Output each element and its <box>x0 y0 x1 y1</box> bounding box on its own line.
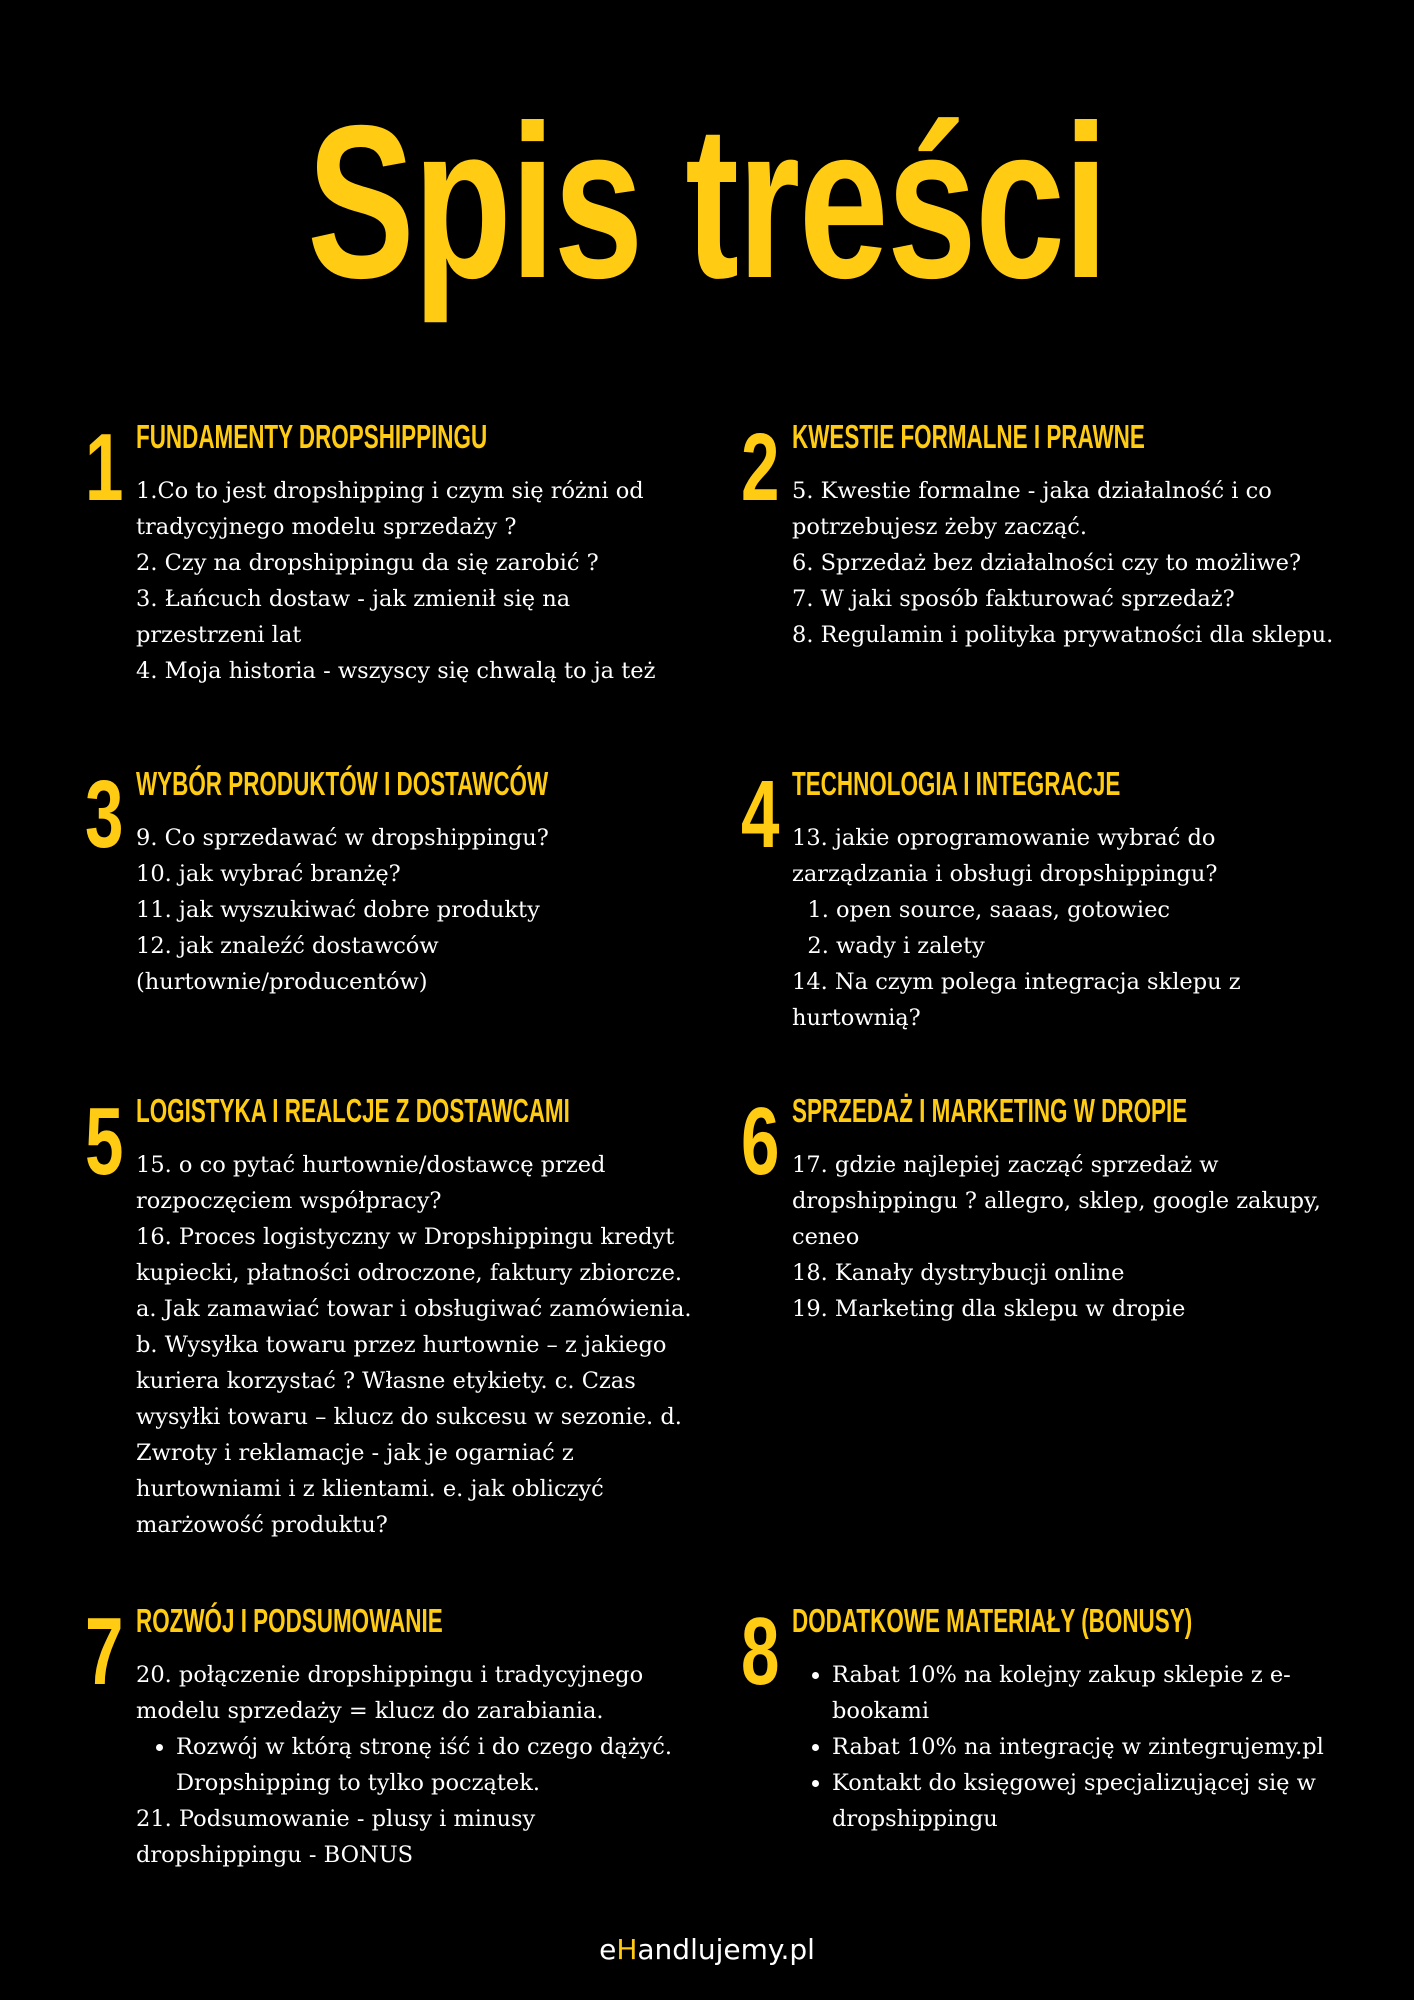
list-item: 3. Łańcuch dostaw - jak zmienił się na przestrzeni lat <box>136 586 571 648</box>
sublist-item: 2. wady i zalety <box>836 928 1352 964</box>
section-content <box>136 820 696 1000</box>
section-heading: DODATKOWE MATERIAŁY (BONUSY) <box>792 1602 1193 1639</box>
footer-brand-accent: H <box>616 1933 638 1966</box>
list-item: 17. gdzie najlepiej zacząć sprzedaż w dropshippingu ? allegro, sklep, google zakupy, ceneo <box>792 1152 1321 1250</box>
section-heading: LOGISTYKA I REALCJE Z DOSTAWCAMI <box>136 1092 570 1129</box>
section-content <box>792 473 1352 653</box>
section-number: 6 <box>741 1088 780 1195</box>
section-content <box>792 1147 1352 1327</box>
section-number: 5 <box>85 1088 124 1195</box>
section-number: 1 <box>85 414 124 521</box>
bullet-list <box>136 1729 696 1801</box>
footer-brand <box>0 1930 1414 1970</box>
section-number: 4 <box>741 761 780 868</box>
list-item: 7. W jaki sposób fakturować sprzedaż? <box>792 586 1235 612</box>
list-item: 15. o co pytać hurtownie/dostawcę przed rozpoczęciem współpracy? <box>136 1152 606 1214</box>
section-number: 2 <box>741 414 780 521</box>
list-item: 10. jak wybrać branżę? <box>136 861 401 887</box>
list-item: 16. Proces logistyczny w Dropshippingu kredyt kupiecki, płatności odroczone, faktury zbiorcze. a. Jak zamawiać towar i obsługiwać zamówienia. b. Wysyłka towaru przez hurtownie – z jakiego kuriera korzystać ? Własne etykiety. c. Czas wysyłki towaru – klucz do sukcesu w sezonie. d. Zwroty i reklamacje - jak je ogarniać z hurtowniami i z klientami. e. jak obliczyć marżowość produktu? <box>136 1224 692 1538</box>
section-content <box>792 1657 1352 1837</box>
list-item: 9. Co sprzedawać w dropshippingu? <box>136 825 549 851</box>
bullet-item: • Rabat 10% na integrację w zintegrujemy.pl <box>832 1729 1352 1765</box>
list-item: 2. Czy na dropshippingu da się zarobić ? <box>136 550 599 576</box>
list-item: 12. jak znaleźć dostawców (hurtownie/producentów) <box>136 933 439 995</box>
bullet-item: • Kontakt do księgowej specjalizującej się w dropshippingu <box>832 1765 1352 1837</box>
footer-brand-suffix: andlujemy.pl <box>637 1933 815 1966</box>
list-item: 20. połączenie dropshippingu i tradycyjnego modelu sprzedaży = klucz do zarabiania. <box>136 1662 644 1724</box>
section-content <box>136 1657 696 1873</box>
bullet-item: • Rabat 10% na kolejny zakup sklepie z e-bookami <box>832 1657 1352 1729</box>
section-content <box>136 473 696 689</box>
sublist-item: 1. open source, saaas, gotowiec <box>836 892 1352 928</box>
section-number: 8 <box>741 1598 780 1705</box>
list-item: 14. Na czym polega integracja sklepu z hurtownią? <box>792 969 1241 1031</box>
list-item: 4. Moja historia - wszyscy się chwalą to ja też <box>136 658 656 684</box>
section-heading: KWESTIE FORMALNE I PRAWNE <box>792 418 1145 455</box>
list-item: 8. Regulamin i polityka prywatności dla sklepu. <box>792 622 1334 648</box>
list-item: 11. jak wyszukiwać dobre produkty <box>136 897 540 923</box>
footer-brand-prefix: e <box>599 1933 617 1966</box>
list-item: 19. Marketing dla sklepu w dropie <box>792 1296 1186 1322</box>
page-title: Spis treści <box>307 81 1107 324</box>
section-number: 3 <box>85 761 124 868</box>
section-content <box>136 1147 696 1543</box>
section-number: 7 <box>85 1598 124 1705</box>
section-heading: SPRZEDAŻ I MARKETING W DROPIE <box>792 1092 1188 1129</box>
list-item: 1.Co to jest dropshipping i czym się różni od tradycyjnego modelu sprzedaży ? <box>136 478 644 540</box>
section-heading: FUNDAMENTY DROPSHIPPINGU <box>136 418 488 455</box>
sublist <box>792 892 1352 964</box>
section-heading: ROZWÓJ I PODSUMOWANIE <box>136 1602 443 1639</box>
bullet-list <box>792 1657 1352 1837</box>
section-heading: WYBÓR PRODUKTÓW I DOSTAWCÓW <box>136 765 549 802</box>
list-item: 18. Kanały dystrybucji online <box>792 1260 1125 1286</box>
list-item: 5. Kwestie formalne - jaka działalność i co potrzebujesz żeby zacząć. <box>792 478 1272 540</box>
list-item: 13. jakie oprogramowanie wybrać do zarządzania i obsługi dropshippingu? <box>792 825 1218 887</box>
section-heading: TECHNOLOGIA I INTEGRACJE <box>792 765 1121 802</box>
list-item: 6. Sprzedaż bez działalności czy to możliwe? <box>792 550 1302 576</box>
list-item: 21. Podsumowanie - plusy i minusy dropshippingu - BONUS <box>136 1806 536 1868</box>
section-content <box>792 820 1352 1036</box>
bullet-item: • Rozwój w którą stronę iść i do czego dążyć. Dropshipping to tylko początek. <box>176 1729 696 1801</box>
